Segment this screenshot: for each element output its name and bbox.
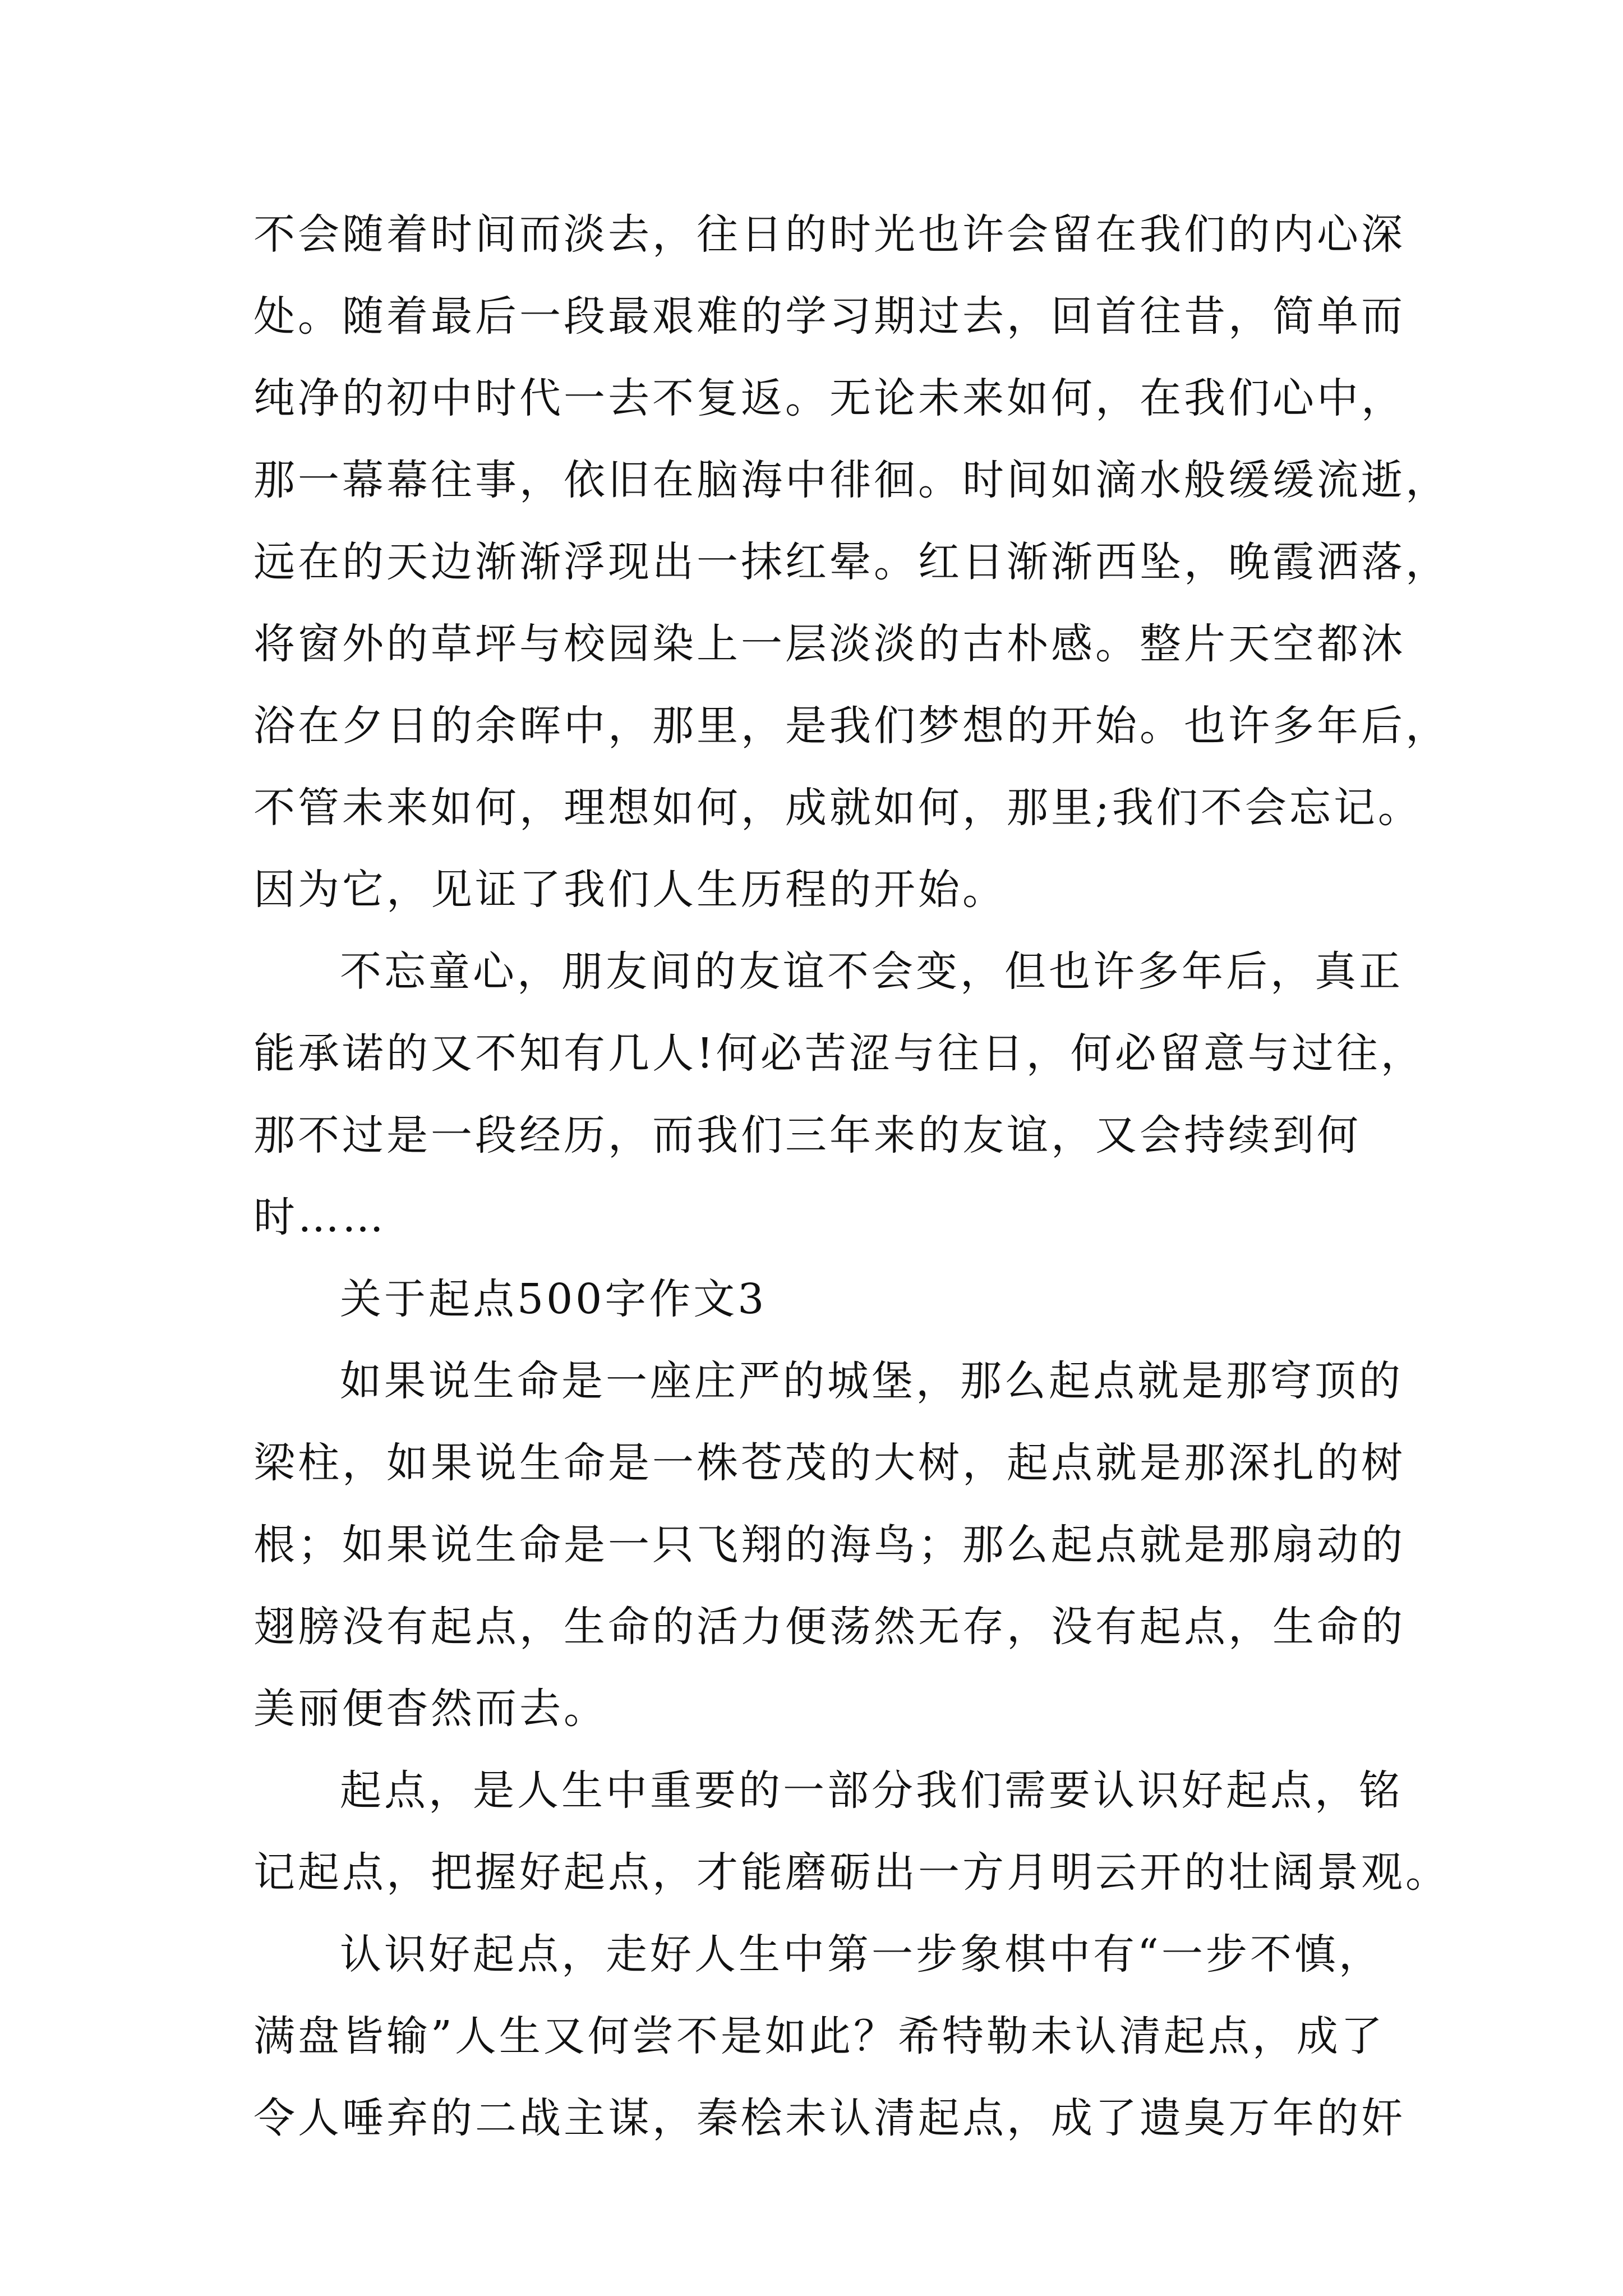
text-line: 时……: [253, 1193, 386, 1241]
paragraph-first-line: 不忘童心，朋友间的友谊不会变，但也许多年后，真正: [340, 947, 1403, 996]
text-line: 处。随着最后一段最艰难的学习期过去，回首往昔，简单而: [253, 292, 1405, 341]
text-line: 不管未来如何，理想如何，成就如何，那里;我们不会忘记。: [253, 784, 1422, 832]
text-line: 浴在夕日的余晖中，那里，是我们梦想的开始。也许多年后，: [253, 702, 1450, 750]
text-line: 根；如果说生命是一只飞翔的海鸟；那么起点就是那扇动的: [253, 1521, 1405, 1569]
text-line: 不会随着时间而淡去，往日的时光也许会留在我们的内心深: [253, 210, 1405, 259]
text-line: 满盘皆输”人生又何尝不是如此？希特勒未认清起点，成了: [253, 2012, 1385, 2060]
text-line: 美丽便杳然而去。: [253, 1685, 608, 1733]
paragraph-first-line: 如果说生命是一座庄严的城堡，那么起点就是那穹顶的: [340, 1357, 1403, 1405]
paragraph-first-line: 起点，是人生中重要的一部分我们需要认识好起点，铭: [340, 1766, 1403, 1815]
text-line: 梁柱，如果说生命是一株苍茂的大树，起点就是那深扎的树: [253, 1439, 1405, 1487]
text-line: 能承诺的又不知有几人!何必苦涩与往日，何必留意与过往，: [253, 1029, 1425, 1078]
text-line: 令人唾弃的二战主谋，秦桧未认清起点，成了遗臭万年的奸: [253, 2094, 1405, 2142]
text-line: 那一幕幕往事，依旧在脑海中徘徊。时间如滴水般缓缓流逝，: [253, 456, 1450, 504]
text-line: 那不过是一段经历，而我们三年来的友谊，又会持续到何: [253, 1111, 1361, 1159]
text-line: 纯净的初中时代一去不复返。无论未来如何，在我们心中，: [253, 374, 1405, 422]
text-line: 远在的天边渐渐浮现出一抹红晕。红日渐渐西坠，晚霞洒落，: [253, 538, 1450, 586]
section-heading: 关于起点500字作文3: [340, 1275, 767, 1323]
paragraph-first-line: 认识好起点，走好人生中第一步象棋中有“一步不慎，: [340, 1930, 1383, 1978]
text-line: 翅膀没有起点，生命的活力便荡然无存，没有起点，生命的: [253, 1603, 1405, 1651]
text-line: 因为它，见证了我们人生历程的开始。: [253, 866, 1007, 914]
text-line: 记起点，把握好起点，才能磨砺出一方月明云开的壮阔景观。: [253, 1848, 1450, 1897]
text-line: 将窗外的草坪与校园染上一层淡淡的古朴感。整片天空都沐: [253, 620, 1405, 668]
